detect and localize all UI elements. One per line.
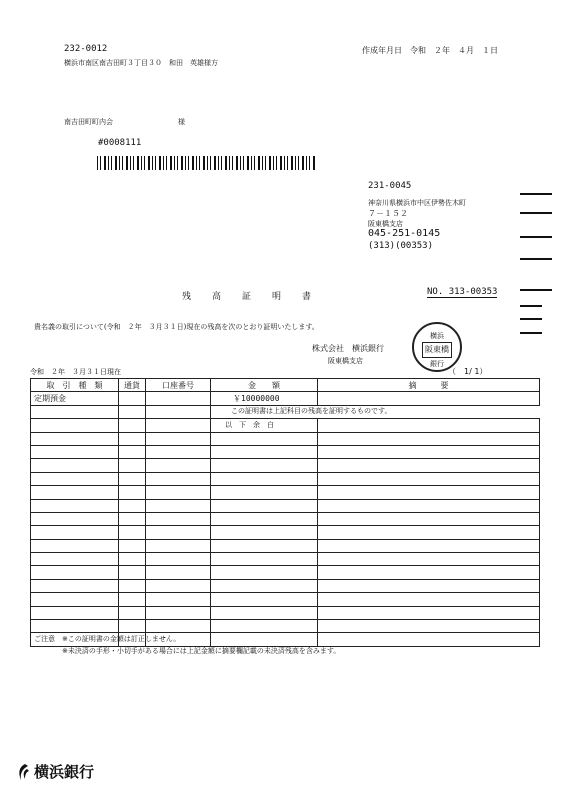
branch-postal-code: 231-0045 [368,181,412,191]
registration-mark [520,258,552,260]
branch-phone: 045-251-0145 [368,228,441,239]
registration-mark [520,318,542,320]
footer-bank-name: 横浜銀行 [34,763,95,781]
branch-name: 阪東橋支店 [368,220,403,228]
table-row [31,405,540,418]
table-row [31,392,540,405]
recipient-honorific: 様 [178,118,185,126]
table-row [31,526,540,539]
table-row [31,566,540,579]
notes-line2: ※未決済の手形・小切手がある場合には上記金額に摘要欄記載の未決済残高を含みます。 [62,647,341,655]
balance-table [30,378,540,647]
cell-currency [119,392,146,405]
page-indicator: （ 1/ 1） [448,367,488,376]
table-row [31,553,540,566]
table-row [31,606,540,619]
account-reference: #0008111 [98,138,142,148]
cell-certification-note: この証明書は上記科目の残高を証明するものです。 [211,405,540,418]
branch-address-line2: ７－１５２ [368,209,408,218]
document-title: 残 高 証 明 書 [182,292,318,302]
cell-transaction-type: 定期預金 [31,392,119,405]
notes-line1: ※この証明書の金額は訂正しません。 [62,635,181,643]
table-row [31,593,540,606]
stamp-top-text: 横浜 [430,332,444,340]
notes-label: ご注意 [34,635,55,643]
table-row [31,445,540,458]
as-of-date: 令和 ２年 ３月３１日現在 [30,368,121,376]
recipient-address: 横浜市南区南吉田町３丁目３０ 和田 英雄様方 [64,59,218,67]
table-row [31,459,540,472]
header-account-number: 口座番号 [146,379,211,392]
header-amount: 金 額 [211,379,318,392]
recipient-postal-code: 232-0012 [64,44,108,54]
document-number-value: 313-00353 [448,287,498,297]
yokohama-bank-logo-icon [16,763,30,781]
registration-mark [520,305,542,307]
header-currency: 通貨 [119,379,146,392]
document-number [427,287,497,298]
table-row [31,620,540,633]
bank-seal-stamp [412,322,462,372]
cell-blank-below: 以 下 余 白 [211,419,318,432]
table-row [31,539,540,552]
document-number-label: NO. [427,287,444,297]
stamp-center-text: 阪東橋 [422,342,452,358]
registration-mark [520,236,552,238]
header-remarks: 摘 要 [318,379,540,392]
cell-amount: ￥10000000 [211,392,318,405]
table-row [31,472,540,485]
postal-barcode [97,156,315,170]
table-row [31,512,540,525]
registration-mark [520,193,552,195]
table-header-row [31,379,540,392]
registration-mark [520,289,552,291]
header-transaction-type: 取 引 種 類 [31,379,119,392]
bank-branch-name: 阪東橋支店 [328,357,363,365]
branch-codes: (313)(00353) [368,241,434,251]
creation-date: 作成年月日 令和 ２年 ４月 １日 [362,46,498,55]
branch-address-line1: 神奈川県横浜市中区伊勢佐木町 [368,199,466,207]
table-row [31,419,540,432]
bank-company-name: 株式会社 横浜銀行 [312,344,384,353]
cell-remarks [318,392,540,405]
table-row [31,499,540,512]
registration-mark [520,212,552,214]
cell-account-number [146,392,211,405]
table-row [31,432,540,445]
table-row [31,579,540,592]
certificate-statement: 貴名義の取引について(令和 ２年 ３月３１日)現在の残高を次のとおり証明いたします。 [34,323,319,331]
table-row [31,486,540,499]
registration-mark [520,332,542,334]
recipient-name: 南吉田町町内会 [64,118,113,126]
stamp-bottom-text: 銀行 [430,360,444,368]
